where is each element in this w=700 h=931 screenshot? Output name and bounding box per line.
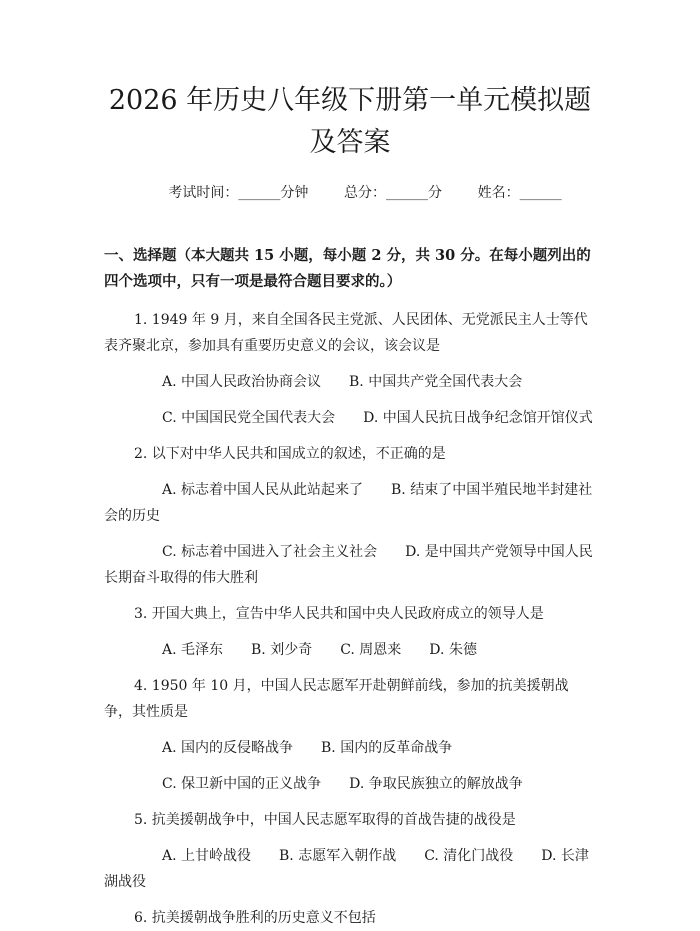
question-stem: 6. 抗美援朝战争胜利的历史意义不包括 (134, 910, 376, 926)
exam-time-field: 考试时间：______分钟 (168, 185, 309, 201)
question-options: A. 国内的反侵略战争 B. 国内的反革命战争 (162, 740, 453, 756)
question-stem: 3. 开国大典上，宣告中华人民共和国中央人民政府成立的领导人是 (134, 606, 544, 622)
question-stem: 2. 以下对中华人民共和国成立的叙述，不正确的是 (134, 446, 446, 462)
question-options: C. 中国国民党全国代表大会 D. 中国人民抗日战争纪念馆开馆仪式 (162, 410, 593, 426)
question-options: C. 标志着中国进入了社会主义社会 D. 是中国共产党领导中国人民长期奋斗取得的伟大胜利 (104, 544, 593, 586)
question-stem: 5. 抗美援朝战争中，中国人民志愿军取得的首战告捷的战役是 (134, 812, 516, 828)
question-4 (104, 673, 596, 797)
question-5 (104, 807, 596, 895)
question-1 (104, 307, 596, 431)
section-heading: 一、选择题（本大题共 15 小题，每小题 2 分，共 30 分。在每小题列出的四个选项中，只有一项是最符合题目要求的。） (104, 247, 591, 290)
exam-title: 2026 年历史八年级下册第一单元模拟题及答案 (108, 85, 592, 158)
question-options: A. 标志着中国人民从此站起来了 B. 结束了中国半殖民地半封建社会的历史 (104, 482, 593, 524)
question-options: A. 上甘岭战役 B. 志愿军入朝作战 C. 清化门战役 D. 长津湖战役 (104, 848, 589, 890)
question-stem: 1. 1949 年 9 月，来自全国各民主党派、人民团体、无党派民主人士等代表齐聚北京，参加具有重要历史意义的会议，该会议是 (104, 312, 588, 354)
exam-score-field: 总分：______分 (344, 185, 442, 201)
question-6 (104, 905, 596, 931)
question-options: A. 中国人民政治协商会议 B. 中国共产党全国代表大会 (162, 374, 523, 390)
question-options: C. 保卫新中国的正义战争 D. 争取民族独立的解放战争 (162, 776, 523, 792)
exam-info (104, 183, 596, 203)
student-name-field: 姓名：______ (477, 185, 562, 201)
question-options: A. 毛泽东 B. 刘少奇 C. 周恩来 D. 朱德 (162, 642, 477, 658)
question-3 (104, 601, 596, 663)
question-stem: 4. 1950 年 10 月，中国人民志愿军开赴朝鲜前线，参加的抗美援朝战争，其性质是 (104, 678, 569, 720)
question-2 (104, 441, 596, 591)
